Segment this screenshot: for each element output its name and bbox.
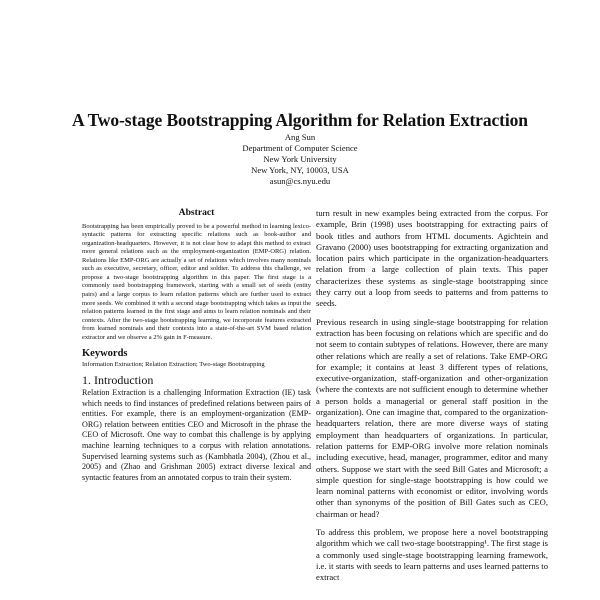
author-email: asun@cs.nyu.edu (269, 176, 331, 186)
author-address: New York, NY, 10003, USA (251, 165, 349, 175)
abstract-text: Bootstrapping has been empirically proved to be a powerful method in learning lexico-syntactic patterns for extracting specific relations such as book-author and organization-headquarters. However, it is not clear how to adapt this method to extract more general relations such as the employment-organization (EMP-ORG) relation. Relations like EMP-ORG are actually a set of relations which involves many nominals such as executive, secretary, officer, editor and soldier. To address this challenge, we propose a two-stage bootstrapping algorithm in this paper. The first stage is a commonly used bootstrapping framework, starting with a small set of seeds (entity pairs) and a large corpus to learn relation patterns which are further used to extract more seeds. We combined it with a second stage bootstrapping which takes as input the relation patterns learned in the first stage and aims to learn relation nominals and their contexts. After the two-stage bootstrapping learning, we incorporate features extracted from learned nominals and their contexts into a state-of-the-art SVM based relation extractor and we observe a 2% gain in F-measure. (82, 222, 311, 341)
introduction-heading: 1. Introduction (82, 373, 154, 388)
abstract-heading: Abstract (178, 207, 215, 218)
left-column (82, 208, 311, 483)
author-department: Department of Computer Science (242, 143, 358, 153)
right-paragraph-2: Previous research in using single-stage bootstrapping for relation extraction has been focusing on relations which are specific and do not seem to contain subtypes of relations. However, there are many other relations which are really a set of relations. Take EMP-ORG for example; it contains at least 3 different types of relations, executive-organization, staff-organization and other-organization (where the contexts are not sufficient enough to determine whether a person holds a managerial or general staff position in the organization). One can imagine that, compared to the organization-headquarters relation, there are more diverse ways of stating employment than headquarters of organizations. In particular, relation patterns for EMP-ORG involve more relation nominals including executive, head, manager, programmer, editor and many others. Suppose we start with the seed Bill Gates and Microsoft; a simple question for single-stage bootstrapping is how could we learn nominal patterns with economist or editor, involving words other than synonyms of the position of Bill Gates such as CEO, chairman or head? (316, 316, 548, 519)
paper-title: A Two-stage Bootstrapping Algorithm for Relation Extraction (72, 110, 528, 130)
right-paragraph-3: To address this problem, we propose here a novel bootstrapping algorithm which we call two-stage bootstrapping¹. The first stage is a commonly used single-stage bootstrapping learning framework, i.e. it starts with seeds to learn patterns and uses learned patterns to extract (316, 527, 549, 583)
keywords-heading: Keywords (82, 348, 128, 360)
author-name: Ang Sun (284, 132, 316, 142)
author-university: New York University (263, 154, 337, 164)
introduction-text: Relation Extraction is a challenging Information Extraction (IE) task which needs to find instances of predefined relations between pairs of entities. For example, there is an employment-organization (EMP-ORG) relation between entities CEO and Microsoft in the phrase the CEO of Microsoft. One way to combat this challenge is by applying machine learning techniques to a corpus with relation annotations. Supervised learning systems such as (Kambhatla 2004), (Zhou et al., 2005) and (Zhao and Grishman 2005) extract diverse lexical and syntactic features from an annotated corpus to train their system. (82, 387, 311, 482)
right-column (316, 208, 548, 591)
author-block (0, 132, 600, 187)
right-paragraph-1: turn result in new examples being extracted from the corpus. For example, Brin (1998) uses bootstrapping for extracting pairs of book titles and authors from HTML documents. Agichtein and Gravano (2000) uses bootstrapping for extracting organization and location pairs which participate in the organization-headquarters relation from a large collection of plain texts. This paper characterizes these systems as single-stage bootstrapping since they carry out a loop from seeds to patterns and from patterns to seeds. (316, 208, 548, 309)
keywords-text: Information Extraction; Relation Extraction; Two-stage Bootstrapping (82, 360, 265, 368)
